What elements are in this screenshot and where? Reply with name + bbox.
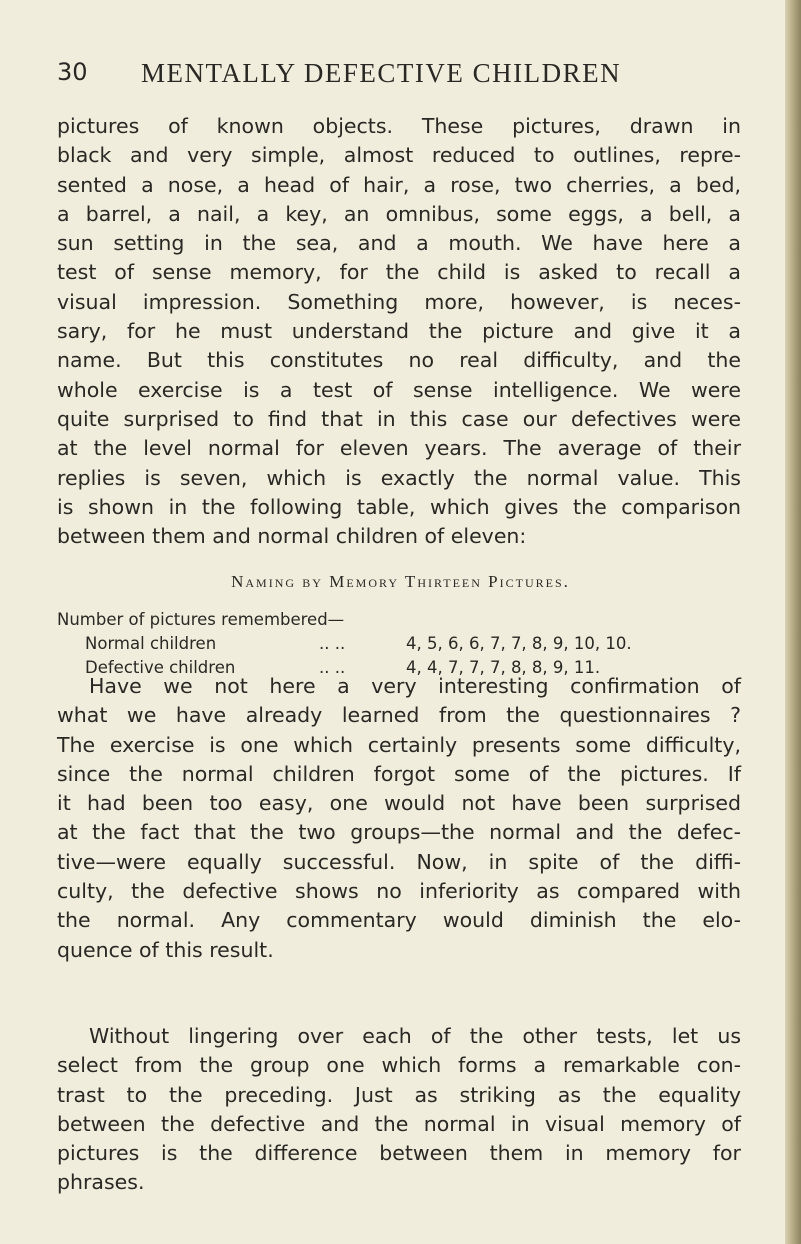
- page-header: [57, 58, 737, 98]
- text-line: tive—were equally successful. Now, in spite of the diffi-: [57, 849, 741, 874]
- row-values-normal: 4, 5, 6, 6, 7, 7, 8, 9, 10, 10.: [406, 634, 632, 653]
- text-line: culty, the defective shows no inferiority as compared with: [57, 879, 741, 904]
- text-line: the normal. Any commentary would diminish the elo-: [57, 908, 741, 933]
- row-leader-dots: .. ..: [319, 658, 346, 677]
- text-line: since the normal children forgot some of the pictures. If: [57, 761, 741, 786]
- paragraph-2: [57, 672, 741, 965]
- text-line: phrases.: [57, 1170, 145, 1195]
- text-line: quite surprised to find that in this case our defectives were: [57, 406, 741, 431]
- text-line: what we have already learned from the questionnaires ?: [57, 703, 741, 728]
- row-label-defective: Defective children: [85, 658, 236, 677]
- text-line: Without lingering over each of the other tests, let us: [89, 1024, 741, 1048]
- text-line: Have we not here a very interesting confirmation of: [89, 674, 741, 698]
- text-line: sun setting in the sea, and a mouth. We have here a: [57, 231, 741, 256]
- text-line: quence of this result.: [57, 937, 274, 962]
- text-line: replies is seven, which is exactly the normal value. This: [57, 465, 741, 490]
- text-line: pictures of known objects. These pictures, drawn in: [57, 114, 741, 138]
- table-subtitle: Number of pictures remembered—: [57, 610, 345, 629]
- row-values-defective: 4, 4, 7, 7, 7, 8, 8, 9, 11.: [406, 658, 601, 677]
- text-line: name. But this constitutes no real difficulty, and the: [57, 348, 741, 373]
- text-line: a barrel, a nail, a key, an omnibus, some eggs, a bell, a: [57, 201, 741, 226]
- paragraph-3: [57, 1022, 741, 1198]
- page-number: 30: [57, 58, 88, 86]
- page-edge-shadow: [785, 0, 801, 1244]
- text-line: black and very simple, almost reduced to outlines, repre-: [57, 143, 741, 168]
- text-line: at the level normal for eleven years. The average of their: [57, 436, 741, 461]
- text-line: visual impression. Something more, however, is neces-: [57, 289, 741, 314]
- text-line: select from the group one which forms a remarkable con-: [57, 1053, 741, 1078]
- text-line: between them and normal children of eleven:: [57, 524, 527, 549]
- text-line: sented a nose, a head of hair, a rose, two cherries, a bed,: [57, 172, 741, 197]
- text-line: The exercise is one which certainly presents some difficulty,: [57, 732, 741, 757]
- text-line: sary, for he must understand the picture and give it a: [57, 319, 741, 344]
- text-line: at the fact that the two groups—the normal and the defec-: [57, 820, 741, 845]
- running-title: MENTALLY DEFECTIVE CHILDREN: [141, 58, 622, 88]
- text-line: trast to the preceding. Just as striking as the equality: [57, 1082, 741, 1107]
- text-line: between the defective and the normal in visual memory of: [57, 1111, 741, 1136]
- text-line: pictures is the difference between them in memory for: [57, 1141, 741, 1166]
- text-line: it had been too easy, one would not have been surprised: [57, 791, 741, 816]
- paragraph-1: [57, 112, 741, 551]
- row-leader-dots: .. ..: [319, 634, 346, 653]
- text-line: whole exercise is a test of sense intelligence. We were: [57, 377, 741, 402]
- text-line: is shown in the following table, which gives the comparison: [57, 494, 741, 519]
- row-label-normal: Normal children: [85, 634, 217, 653]
- table-title: Naming by Memory Thirteen Pictures.: [231, 572, 570, 591]
- text-line: test of sense memory, for the child is asked to recall a: [57, 260, 741, 285]
